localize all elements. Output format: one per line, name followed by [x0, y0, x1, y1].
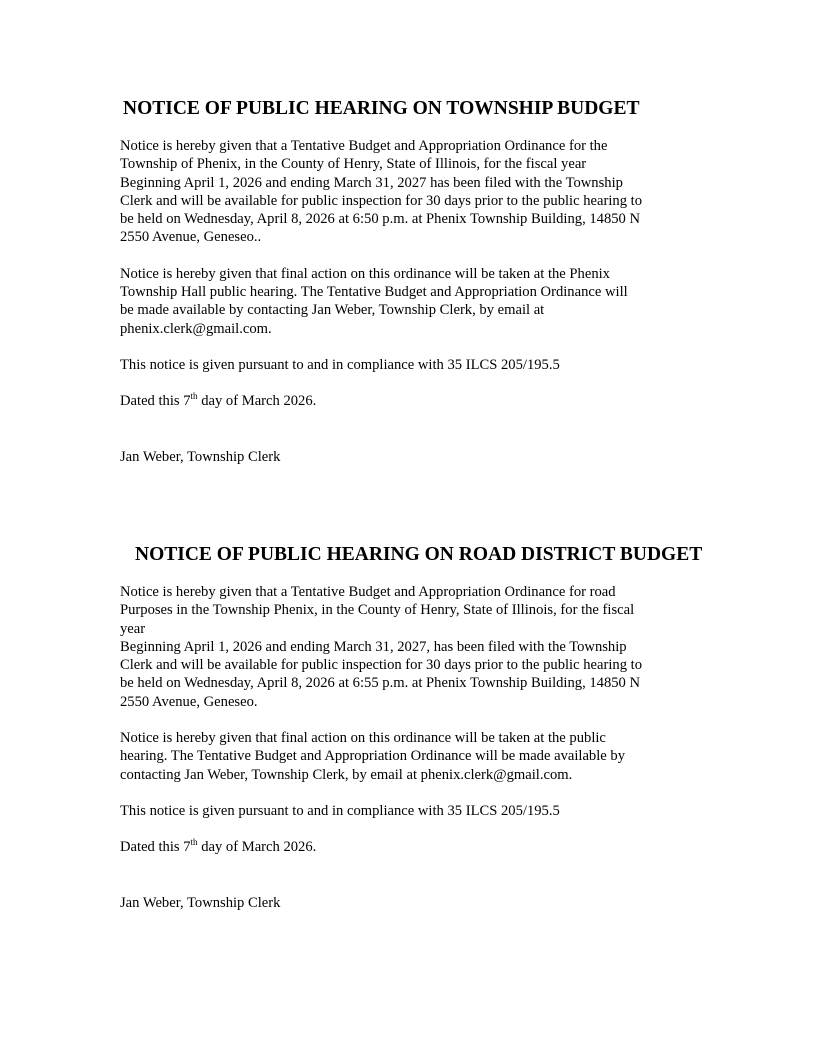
text-line: Notice is hereby given that a Tentative Budget and Appropriation Ordinance for road [120, 584, 616, 600]
text-line: Notice is hereby given that a Tentative Budget and Appropriation Ordinance for the [120, 138, 608, 154]
road-notice-compliance: This notice is given pursuant to and in compliance with 35 ILCS 205/195.5 [120, 802, 560, 819]
township-notice-compliance: This notice is given pursuant to and in compliance with 35 ILCS 205/195.5 [120, 356, 560, 373]
dated-suffix: day of March 2026. [197, 393, 317, 410]
text-line: Beginning April 1, 2026 and ending March 31, 2027 has been filed with the Township [120, 174, 623, 191]
text-line: Purposes in the Township Phenix, in the County of Henry, State of Illinois, for the fiscal [120, 602, 635, 619]
text-line: be made available by contacting Jan Weber, Township Clerk, by email at [120, 302, 545, 319]
dated-ordinal: th [190, 837, 198, 848]
text-line: be held on Wednesday, April 8, 2026 at 6:55 p.m. at Phenix Township Building, 14850 N [120, 675, 641, 692]
text-line: Township of Phenix, in the County of Henry, State of Illinois, for the fiscal year [120, 156, 587, 173]
road-notice-dated [120, 838, 710, 856]
township-notice-signature: Jan Weber, Township Clerk [120, 448, 281, 465]
text-line: year [120, 620, 146, 637]
text-line: Notice is hereby given that final action on this ordinance will be taken at the Phenix [120, 265, 610, 282]
township-budget-notice [120, 97, 710, 466]
text-line: hearing. The Tentative Budget and Appropriation Ordinance will be made available by [120, 748, 626, 765]
dated-prefix: Dated this 7 [120, 839, 191, 856]
township-notice-paragraph-2 [120, 265, 710, 338]
text-line: Beginning April 1, 2026 and ending March 31, 2027, has been filed with the Township [120, 638, 627, 655]
text-line: Notice is hereby given that final action on this ordinance will be taken at the public [120, 730, 606, 747]
road-notice-title: NOTICE OF PUBLIC HEARING ON ROAD DISTRICT BUDGET [135, 544, 703, 565]
road-notice-paragraph-2 [120, 729, 710, 784]
text-line: Township Hall public hearing. The Tentative Budget and Appropriation Ordinance will [120, 284, 628, 301]
text-line: 2550 Avenue, Geneseo. [120, 693, 258, 710]
road-notice-paragraph-1 [120, 583, 710, 711]
text-line: phenix.clerk@gmail.com. [120, 320, 272, 337]
text-line: 2550 Avenue, Geneseo.. [120, 229, 262, 246]
road-district-budget-notice [120, 543, 710, 912]
road-notice-signature: Jan Weber, Township Clerk [120, 894, 281, 911]
dated-prefix: Dated this 7 [120, 393, 191, 410]
text-line: Clerk and will be available for public inspection for 30 days prior to the public hearing to [120, 192, 642, 209]
text-line: be held on Wednesday, April 8, 2026 at 6:50 p.m. at Phenix Township Building, 14850 N [120, 211, 641, 228]
dated-ordinal: th [190, 391, 198, 402]
text-line: contacting Jan Weber, Township Clerk, by email at phenix.clerk@gmail.com. [120, 766, 573, 783]
township-notice-title: NOTICE OF PUBLIC HEARING ON TOWNSHIP BUDGET [123, 98, 640, 119]
text-line: Clerk and will be available for public inspection for 30 days prior to the public hearing to [120, 657, 642, 674]
township-notice-dated [120, 392, 710, 410]
dated-suffix: day of March 2026. [197, 839, 317, 856]
township-notice-paragraph-1 [120, 137, 710, 247]
